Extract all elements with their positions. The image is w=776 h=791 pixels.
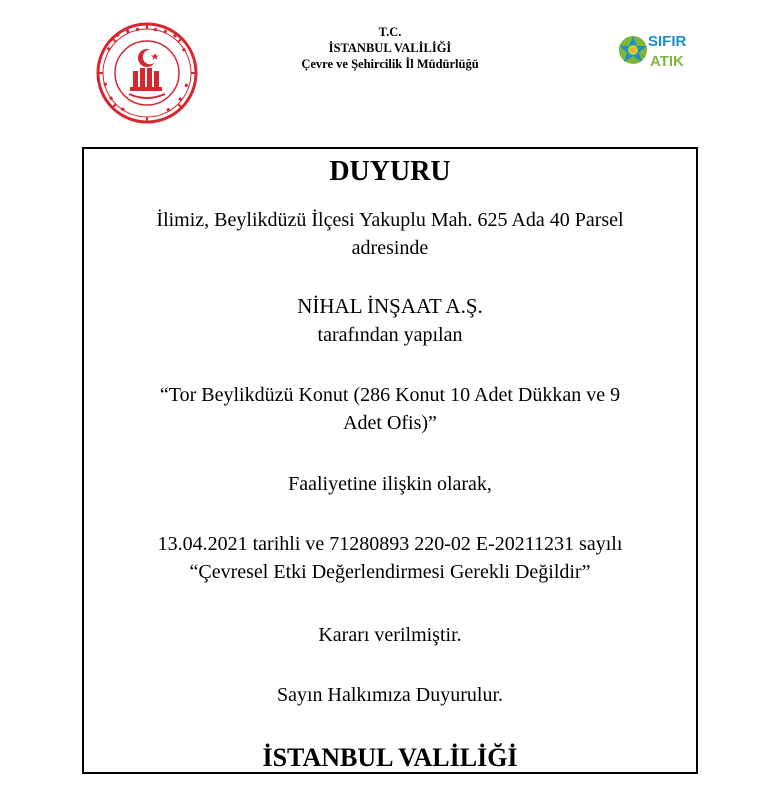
decision-line-1: 13.04.2021 tarihli ve 71280893 220-02 E-20211231 sayılı (157, 533, 623, 555)
header-line-directorate: Çevre ve Şehircilik İl Müdürlüğü (301, 57, 479, 71)
header-institution (240, 24, 540, 72)
by-line: tarafından yapılan (317, 324, 463, 346)
announcement: Sayın Halkımıza Duyurulur. (276, 684, 504, 706)
sifir-atik-flower-icon (619, 36, 647, 64)
company-name: NİHAL İNŞAAT A.Ş. (297, 294, 483, 318)
svg-text:SIFIR: SIFIR (648, 33, 687, 50)
address-line-1: İlimiz, Beylikdüzü İlçesi Yakuplu Mah. 625 Ada 40 Parsel (156, 209, 624, 231)
svg-text:ATIK: ATIK (650, 53, 684, 70)
activity-line: Faaliyetine ilişkin olarak, (288, 473, 492, 495)
ministry-seal-icon (96, 22, 198, 124)
page-header (0, 0, 776, 140)
address-line-2: adresinde (351, 237, 429, 259)
project-line-1: “Tor Beylikdüzü Konut (286 Konut 10 Adet Dükkan ve 9 (159, 384, 621, 406)
sifir-atik-logo (618, 24, 690, 76)
decision-line-2: “Çevresel Etki Değerlendirmesi Gerekli Değildir” (189, 561, 591, 583)
header-line-governorship: İSTANBUL VALİLİĞİ (328, 41, 452, 55)
notice-title: DUYURU (329, 156, 451, 187)
notice-box (82, 147, 698, 774)
signature: İSTANBUL VALİLİĞİ (262, 743, 518, 772)
header-line-tc: T.C. (378, 25, 402, 39)
project-line-2: Adet Ofis)” (343, 412, 437, 434)
decision-result: Kararı verilmiştir. (318, 624, 462, 646)
